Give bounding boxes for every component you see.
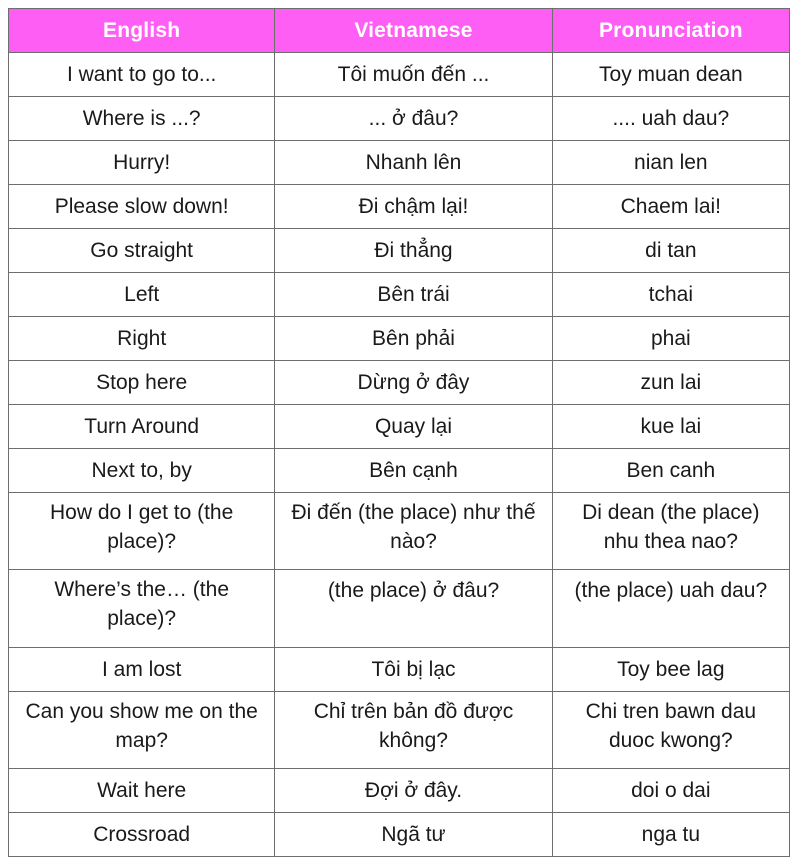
table-row <box>9 449 790 493</box>
table-row <box>9 493 790 570</box>
table-row <box>9 570 790 648</box>
pronunciation-cell: nga tu <box>552 813 789 857</box>
english-cell: I am lost <box>9 648 275 692</box>
english-cell: Please slow down! <box>9 185 275 229</box>
vietnamese-cell: Bên trái <box>275 273 552 317</box>
vietnamese-cell: Bên phải <box>275 317 552 361</box>
phrase-table <box>8 8 790 857</box>
pronunciation-cell: Chi tren bawn dau duoc kwong? <box>552 692 789 769</box>
pronunciation-cell: (the place) uah dau? <box>552 570 789 648</box>
vietnamese-cell: Đợi ở đây. <box>275 769 552 813</box>
english-cell: Wait here <box>9 769 275 813</box>
vietnamese-cell: Nhanh lên <box>275 141 552 185</box>
pronunciation-cell: nian len <box>552 141 789 185</box>
vietnamese-cell: Chỉ trên bản đồ được không? <box>275 692 552 769</box>
table-row <box>9 692 790 769</box>
pronunciation-cell: doi o dai <box>552 769 789 813</box>
header-row <box>9 9 790 53</box>
table-row <box>9 273 790 317</box>
pronunciation-cell: di tan <box>552 229 789 273</box>
pronunciation-cell: Di dean (the place) nhu thea nao? <box>552 493 789 570</box>
english-cell: Turn Around <box>9 405 275 449</box>
column-header-vietnamese: Vietnamese <box>275 9 552 53</box>
table-row <box>9 317 790 361</box>
vietnamese-cell: Quay lại <box>275 405 552 449</box>
english-cell: Stop here <box>9 361 275 405</box>
table-row <box>9 405 790 449</box>
pronunciation-cell: kue lai <box>552 405 789 449</box>
table-row <box>9 141 790 185</box>
english-cell: I want to go to... <box>9 53 275 97</box>
english-cell: Left <box>9 273 275 317</box>
vietnamese-cell: Đi chậm lại! <box>275 185 552 229</box>
table-row <box>9 53 790 97</box>
english-cell: Where is ...? <box>9 97 275 141</box>
english-cell: Next to, by <box>9 449 275 493</box>
vietnamese-cell: Bên cạnh <box>275 449 552 493</box>
vietnamese-cell: Dừng ở đây <box>275 361 552 405</box>
table-row <box>9 813 790 857</box>
table-row <box>9 97 790 141</box>
pronunciation-cell: zun lai <box>552 361 789 405</box>
english-cell: Can you show me on the map? <box>9 692 275 769</box>
pronunciation-cell: tchai <box>552 273 789 317</box>
english-cell: Crossroad <box>9 813 275 857</box>
vietnamese-cell: Đi đến (the place) như thế nào? <box>275 493 552 570</box>
vietnamese-cell: (the place) ở đâu? <box>275 570 552 648</box>
english-cell: Hurry! <box>9 141 275 185</box>
pronunciation-cell: Toy muan dean <box>552 53 789 97</box>
vietnamese-cell: ... ở đâu? <box>275 97 552 141</box>
table-row <box>9 769 790 813</box>
english-cell: Go straight <box>9 229 275 273</box>
table-row <box>9 185 790 229</box>
pronunciation-cell: phai <box>552 317 789 361</box>
vietnamese-cell: Tôi muốn đến ... <box>275 53 552 97</box>
english-cell: Where’s the… (the place)? <box>9 570 275 648</box>
vietnamese-cell: Tôi bị lạc <box>275 648 552 692</box>
pronunciation-cell: .... uah dau? <box>552 97 789 141</box>
table-row <box>9 229 790 273</box>
pronunciation-cell: Chaem lai! <box>552 185 789 229</box>
table-row <box>9 361 790 405</box>
column-header-pronunciation: Pronunciation <box>552 9 789 53</box>
column-header-english: English <box>9 9 275 53</box>
english-cell: Right <box>9 317 275 361</box>
table-row <box>9 648 790 692</box>
vietnamese-cell: Ngã tư <box>275 813 552 857</box>
pronunciation-cell: Ben canh <box>552 449 789 493</box>
english-cell: How do I get to (the place)? <box>9 493 275 570</box>
pronunciation-cell: Toy bee lag <box>552 648 789 692</box>
vietnamese-cell: Đi thẳng <box>275 229 552 273</box>
